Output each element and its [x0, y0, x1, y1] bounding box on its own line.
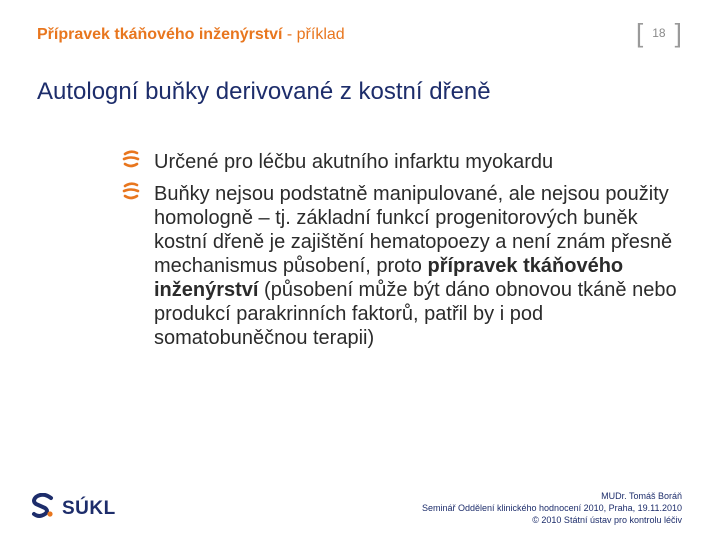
bullet-list: [120, 150, 680, 350]
slide-title: Autologní buňky derivované z kostní dřeně: [37, 78, 491, 105]
right-bracket-icon: ]: [674, 18, 682, 48]
bullet-item: [120, 182, 680, 350]
footer-event: Seminář Oddělení klinického hodnocení 2010, Praha, 19.11.2010: [421, 503, 682, 513]
page-number-value: 18: [652, 26, 666, 40]
left-bracket-icon: [: [636, 18, 644, 48]
footer: [422, 490, 682, 526]
header-title: [37, 26, 345, 44]
header-title-suffix: - příklad: [282, 26, 345, 43]
bullet-text-after: (působení může být dáno obnovou tkáně nebo produkcí parakrinních faktorů, patřil by i pod somatobuněčnou terapii): [154, 279, 677, 349]
bullet-text-bold: přípravek tkáňového inženýrství: [154, 255, 624, 301]
bullet-text-before: Buňky nejsou podstatně manipulované, ale nejsou použity homologně – tj. základní funkcí progenitorových buněk kostní dřeně je zajištění hematopoezy a není znám přesně mechanismus působení, proto: [154, 183, 673, 277]
orange-swirl-bullet-icon: [120, 150, 142, 168]
logo-text: SÚKL: [62, 497, 116, 519]
bullet-item: [120, 150, 680, 174]
sukl-logo-icon: [31, 493, 55, 524]
orange-swirl-bullet-icon: [120, 182, 142, 200]
footer-copyright: © 2010 Státní ústav pro kontrolu léčiv: [532, 515, 682, 525]
footer-author: MUDr. Tomáš Boráň: [601, 491, 682, 501]
sukl-logo: [31, 493, 116, 524]
header-title-main: Přípravek tkáňového inženýrství: [37, 26, 283, 43]
bullet-text: Určené pro léčbu akutního infarktu myokardu: [154, 151, 554, 173]
page-number: [636, 20, 682, 46]
